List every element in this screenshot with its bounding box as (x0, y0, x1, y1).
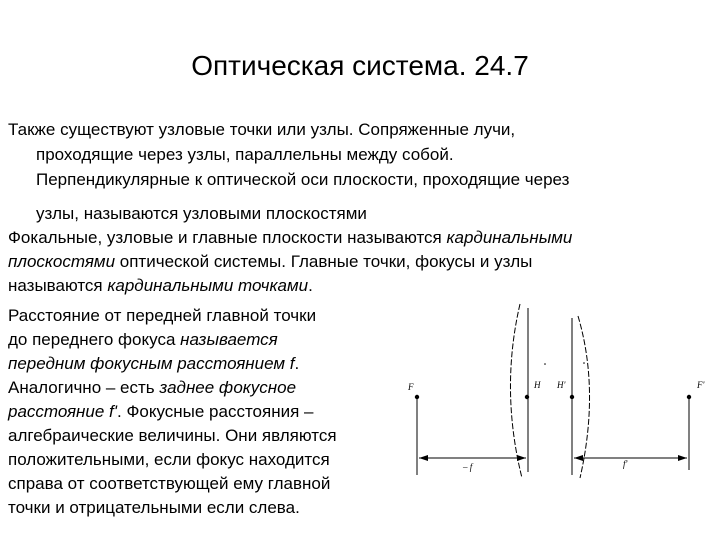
back-principal-point (570, 395, 574, 399)
back-arrow-right (678, 455, 687, 461)
para3-term-back-distance: расстояние f' (8, 402, 117, 421)
front-surface (510, 304, 522, 478)
front-arrow-right (517, 455, 526, 461)
para2-term-cardinal: кардинальными (446, 228, 573, 247)
para3-term-back-focal: заднее фокусное (159, 378, 297, 397)
para1-line4: узлы, называются узловыми плоскостями (36, 204, 367, 223)
label-F: F (408, 382, 414, 392)
para1-line1: Также существуют узловые точки или узлы. Сопряженные лучи, (8, 120, 516, 139)
front-principal-point (525, 395, 529, 399)
para2-text-a: Фокальные, узловые и главные плоскости называются (8, 228, 447, 247)
para2-text-g: . (308, 276, 313, 295)
para3-line8: справа от соответствующей ему главной (8, 474, 331, 493)
para3-text: до переднего фокуса (8, 330, 181, 349)
para3-line1: Расстояние от передней главной точки (8, 306, 317, 325)
para2-text-d: оптической системы. Главные точки, фокусы и узлы (115, 252, 533, 271)
para3-term: называется (180, 330, 278, 349)
back-focus-point (687, 395, 691, 399)
slide-title: Оптическая система. 24.7 (191, 50, 529, 81)
para3-term-front-focal: передним фокусным расстоянием f (8, 354, 295, 373)
para1-line2: проходящие через узлы, параллельны между собой. (36, 145, 454, 164)
label-F-prime: F' (697, 380, 705, 390)
para3-line7: положительными, если фокус находится (8, 450, 330, 469)
back-surface (578, 316, 590, 478)
front-arrow-left (419, 455, 428, 461)
back-arrow-left (574, 455, 583, 461)
para1-line3: Перпендикулярные к оптической оси плоскости, проходящие через (36, 170, 570, 189)
label-H: H (534, 380, 541, 390)
para2-text-e: называются (8, 276, 108, 295)
para3-period: . (294, 354, 300, 373)
label-H-prime: H' (557, 380, 566, 390)
para3-text-b: Аналогично – есть (8, 378, 160, 397)
label-minus-f: – f (463, 462, 473, 472)
para3-line9: точки и отрицательными если слева. (8, 498, 300, 517)
label-f-prime: f' (623, 459, 628, 469)
para2-term-cardinal-points: кардинальными точками (107, 276, 309, 295)
marker-dot-2 (583, 362, 585, 364)
marker-dot-1 (544, 363, 546, 365)
para2-term-planes: плоскостями (8, 252, 116, 271)
front-focus-point (415, 395, 419, 399)
para3-line6: алгебраические величины. Они являются (8, 426, 337, 445)
para3-text-c: . Фокусные расстояния – (117, 402, 314, 421)
